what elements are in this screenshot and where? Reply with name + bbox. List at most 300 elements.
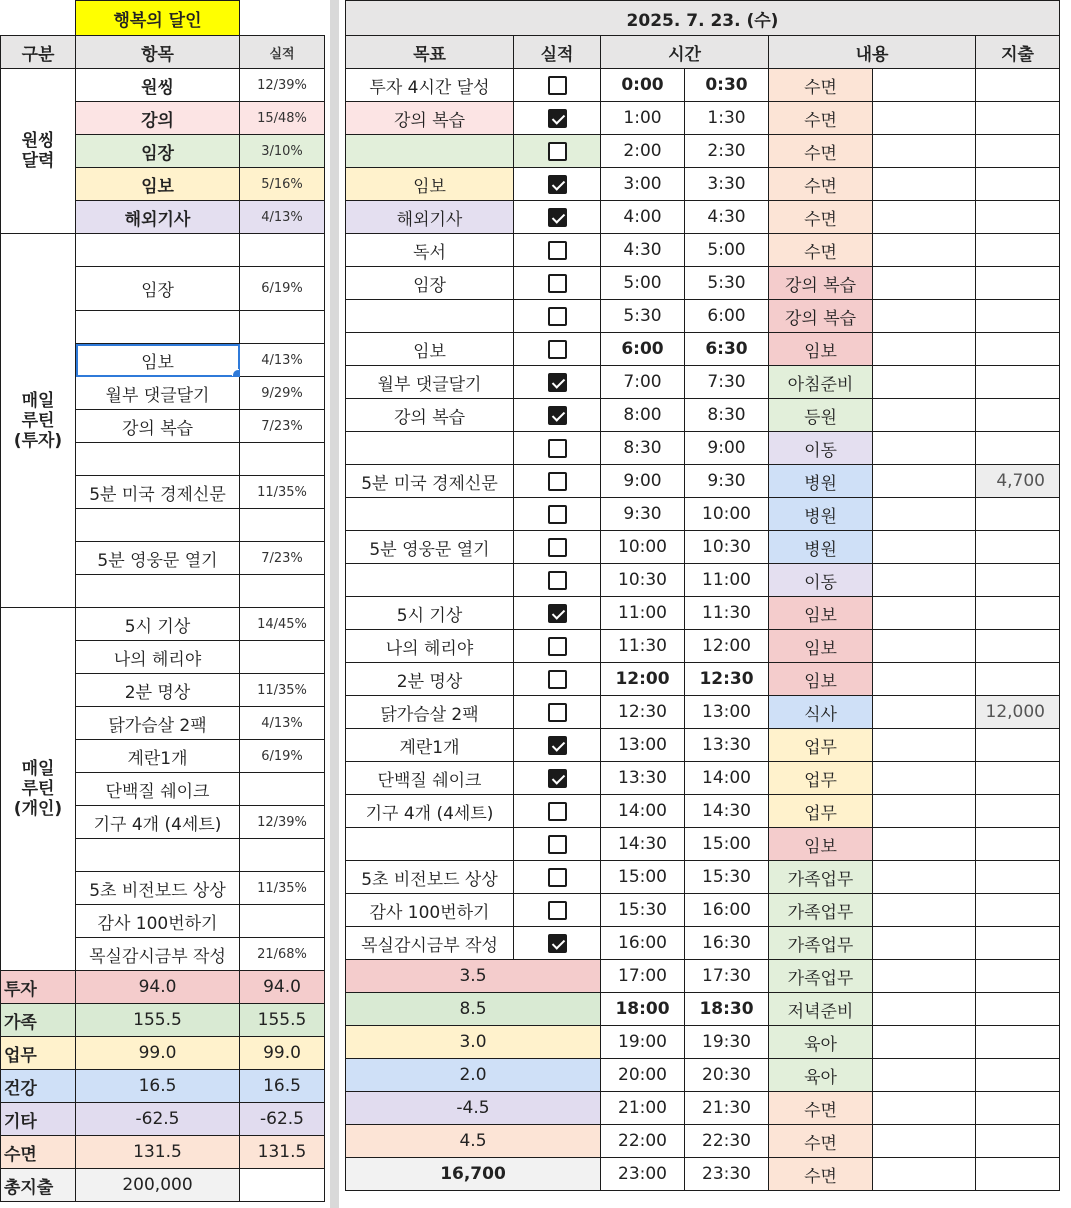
habit-result[interactable]: 6/19% [240,267,325,311]
habit-item[interactable] [76,443,240,476]
expense-cell[interactable] [976,630,1060,663]
time-end[interactable]: 14:00 [685,762,769,795]
header-goal[interactable]: 목표 [346,36,514,69]
habit-item[interactable]: 5초 비전보드 상상 [76,872,240,905]
goal-cell[interactable]: 투자 4시간 달성 [346,69,514,102]
checkbox-unchecked[interactable] [548,835,567,854]
checkbox-unchecked[interactable] [548,472,567,491]
time-end[interactable]: 7:30 [685,366,769,399]
expense-cell[interactable] [976,762,1060,795]
expense-cell[interactable] [976,993,1060,1026]
habit-result[interactable]: 12/39% [240,69,325,102]
time-start[interactable]: 0:00 [601,69,685,102]
checkbox-unchecked[interactable] [548,802,567,821]
summary-value[interactable]: 4.5 [346,1125,601,1158]
time-end[interactable]: 1:30 [685,102,769,135]
category-label[interactable]: 매일 루틴 (투자) [1,234,76,608]
time-start[interactable]: 8:00 [601,399,685,432]
activity-note[interactable] [873,630,976,663]
goal-cell[interactable]: 계란1개 [346,729,514,762]
activity-note[interactable] [873,168,976,201]
habit-item[interactable]: 2분 명상 [76,674,240,707]
time-end[interactable]: 10:30 [685,531,769,564]
habit-item[interactable]: 해외기사 [76,201,240,234]
habit-result[interactable]: 12/39% [240,806,325,839]
expense-cell[interactable] [976,135,1060,168]
summary-value[interactable]: -4.5 [346,1092,601,1125]
time-end[interactable]: 19:30 [685,1026,769,1059]
goal-cell[interactable]: 해외기사 [346,201,514,234]
header-category[interactable]: 구분 [1,36,76,69]
activity-note[interactable] [873,762,976,795]
expense-cell[interactable] [976,531,1060,564]
totals-label[interactable]: 기타 [1,1103,76,1136]
activity-note[interactable] [873,927,976,960]
totals-result[interactable]: 94.0 [240,971,325,1004]
goal-cell[interactable] [346,498,514,531]
time-start[interactable]: 20:00 [601,1059,685,1092]
activity-note[interactable] [873,1092,976,1125]
time-start[interactable]: 5:30 [601,300,685,333]
goal-cell[interactable]: 감사 100번하기 [346,894,514,927]
time-end[interactable]: 13:00 [685,696,769,729]
activity-note[interactable] [873,828,976,861]
goal-cell[interactable]: 목실감시금부 작성 [346,927,514,960]
header-result[interactable]: 실적 [240,36,325,69]
summary-value[interactable]: 3.5 [346,960,601,993]
expense-cell[interactable] [976,894,1060,927]
time-start[interactable]: 10:30 [601,564,685,597]
time-start[interactable]: 23:00 [601,1158,685,1191]
fill-handle[interactable] [232,369,240,377]
time-start[interactable]: 1:00 [601,102,685,135]
habit-result[interactable] [240,641,325,674]
checkbox-unchecked[interactable] [548,340,567,359]
habit-item[interactable]: 월부 댓글달기 [76,377,240,410]
habit-item[interactable]: 기구 4개 (4세트) [76,806,240,839]
habit-item[interactable]: 강의 복습 [76,410,240,443]
time-start[interactable]: 18:00 [601,993,685,1026]
habit-result[interactable] [240,443,325,476]
activity-content[interactable]: 임보 [769,333,873,366]
expense-cell[interactable] [976,69,1060,102]
done-cell[interactable] [514,168,601,201]
time-start[interactable]: 3:00 [601,168,685,201]
checkbox-checked[interactable] [548,406,567,425]
activity-note[interactable] [873,399,976,432]
habit-result[interactable]: 4/13% [240,344,325,377]
time-end[interactable]: 18:30 [685,993,769,1026]
totals-label[interactable]: 투자 [1,971,76,1004]
habit-result[interactable]: 4/13% [240,707,325,740]
activity-note[interactable] [873,267,976,300]
done-cell[interactable] [514,465,601,498]
done-cell[interactable] [514,795,601,828]
habit-item[interactable]: 단백질 쉐이크 [76,773,240,806]
done-cell[interactable] [514,201,601,234]
done-cell[interactable] [514,366,601,399]
done-cell[interactable] [514,69,601,102]
habit-result[interactable]: 7/23% [240,410,325,443]
activity-note[interactable] [873,795,976,828]
activity-content[interactable]: 업무 [769,729,873,762]
habit-result[interactable]: 9/29% [240,377,325,410]
habit-item[interactable] [76,839,240,872]
activity-note[interactable] [873,1059,976,1092]
habit-result[interactable] [240,234,325,267]
time-end[interactable]: 15:00 [685,828,769,861]
time-start[interactable]: 19:00 [601,1026,685,1059]
header-done[interactable]: 실적 [514,36,601,69]
habit-item[interactable]: 감사 100번하기 [76,905,240,938]
totals-result[interactable]: -62.5 [240,1103,325,1136]
habit-result[interactable] [240,773,325,806]
activity-content[interactable]: 수면 [769,1158,873,1191]
time-end[interactable]: 6:00 [685,300,769,333]
totals-result[interactable]: 131.5 [240,1136,325,1169]
time-start[interactable]: 8:30 [601,432,685,465]
habit-item[interactable]: 닭가슴살 2팩 [76,707,240,740]
time-start[interactable]: 17:00 [601,960,685,993]
totals-result[interactable]: 99.0 [240,1037,325,1070]
activity-note[interactable] [873,333,976,366]
goal-cell[interactable]: 임보 [346,168,514,201]
checkbox-unchecked[interactable] [548,637,567,656]
activity-content[interactable]: 병원 [769,465,873,498]
activity-note[interactable] [873,960,976,993]
activity-note[interactable] [873,201,976,234]
totals-value[interactable]: 94.0 [76,971,240,1004]
checkbox-checked[interactable] [548,769,567,788]
activity-note[interactable] [873,498,976,531]
habit-result[interactable]: 11/35% [240,674,325,707]
habit-result[interactable]: 15/48% [240,102,325,135]
time-start[interactable]: 2:00 [601,135,685,168]
time-start[interactable]: 13:00 [601,729,685,762]
totals-label[interactable]: 총지출 [1,1169,76,1202]
checkbox-unchecked[interactable] [548,901,567,920]
expense-cell[interactable] [976,366,1060,399]
checkbox-unchecked[interactable] [548,76,567,95]
activity-note[interactable] [873,300,976,333]
time-end[interactable]: 17:30 [685,960,769,993]
habit-item[interactable] [76,509,240,542]
goal-cell[interactable]: 월부 댓글달기 [346,366,514,399]
done-cell[interactable] [514,102,601,135]
checkbox-unchecked[interactable] [548,307,567,326]
panel-title[interactable]: 행복의 달인 [76,1,240,36]
totals-label[interactable]: 업무 [1,1037,76,1070]
done-cell[interactable] [514,564,601,597]
done-cell[interactable] [514,696,601,729]
habit-result[interactable]: 5/16% [240,168,325,201]
category-label[interactable]: 원씽 달력 [1,69,76,234]
activity-content[interactable]: 가족업무 [769,861,873,894]
activity-content[interactable]: 가족업무 [769,960,873,993]
time-start[interactable]: 9:30 [601,498,685,531]
goal-cell[interactable]: 임보 [346,333,514,366]
checkbox-checked[interactable] [548,604,567,623]
time-start[interactable]: 14:00 [601,795,685,828]
time-end[interactable]: 10:00 [685,498,769,531]
goal-cell[interactable] [346,432,514,465]
checkbox-unchecked[interactable] [548,439,567,458]
date-title[interactable]: 2025. 7. 23. (수) [346,1,1060,36]
activity-content[interactable]: 육아 [769,1026,873,1059]
activity-content[interactable]: 수면 [769,69,873,102]
checkbox-checked[interactable] [548,373,567,392]
activity-content[interactable]: 수면 [769,102,873,135]
activity-content[interactable]: 병원 [769,531,873,564]
time-end[interactable]: 5:30 [685,267,769,300]
expense-cell[interactable] [976,432,1060,465]
time-end[interactable]: 9:30 [685,465,769,498]
activity-note[interactable] [873,564,976,597]
goal-cell[interactable] [346,300,514,333]
activity-note[interactable] [873,729,976,762]
time-end[interactable]: 22:30 [685,1125,769,1158]
summary-value[interactable]: 3.0 [346,1026,601,1059]
expense-cell[interactable] [976,795,1060,828]
activity-content[interactable]: 수면 [769,234,873,267]
goal-cell[interactable]: 독서 [346,234,514,267]
time-end[interactable]: 14:30 [685,795,769,828]
habit-result[interactable]: 21/68% [240,938,325,971]
habit-result[interactable]: 7/23% [240,542,325,575]
expense-cell[interactable] [976,1158,1060,1191]
goal-cell[interactable] [346,828,514,861]
category-label[interactable]: 매일 루틴 (개인) [1,608,76,971]
activity-note[interactable] [873,531,976,564]
time-end[interactable]: 12:30 [685,663,769,696]
totals-label[interactable]: 건강 [1,1070,76,1103]
done-cell[interactable] [514,300,601,333]
done-cell[interactable] [514,267,601,300]
done-cell[interactable] [514,597,601,630]
totals-result[interactable]: 155.5 [240,1004,325,1037]
summary-value[interactable]: 8.5 [346,993,601,1026]
activity-content[interactable]: 등원 [769,399,873,432]
totals-result[interactable]: 16.5 [240,1070,325,1103]
activity-content[interactable]: 업무 [769,795,873,828]
time-end[interactable]: 16:30 [685,927,769,960]
habit-result[interactable] [240,311,325,344]
habit-item[interactable]: 계란1개 [76,740,240,773]
time-start[interactable]: 9:00 [601,465,685,498]
activity-content[interactable]: 수면 [769,1092,873,1125]
habit-result[interactable]: 6/19% [240,740,325,773]
totals-value[interactable]: 155.5 [76,1004,240,1037]
time-start[interactable]: 22:00 [601,1125,685,1158]
expense-cell[interactable] [976,927,1060,960]
goal-cell[interactable]: 5초 비전보드 상상 [346,861,514,894]
time-end[interactable]: 12:00 [685,630,769,663]
checkbox-unchecked[interactable] [548,868,567,887]
habit-item[interactable]: 원씽 [76,69,240,102]
activity-content[interactable]: 수면 [769,1125,873,1158]
activity-content[interactable]: 임보 [769,828,873,861]
activity-content[interactable]: 강의 복습 [769,267,873,300]
activity-content[interactable]: 아침준비 [769,366,873,399]
time-start[interactable]: 6:00 [601,333,685,366]
done-cell[interactable] [514,498,601,531]
expense-cell[interactable]: 4,700 [976,465,1060,498]
done-cell[interactable] [514,531,601,564]
habit-item[interactable] [76,234,240,267]
activity-content[interactable]: 이동 [769,432,873,465]
habit-result[interactable] [240,509,325,542]
checkbox-unchecked[interactable] [548,670,567,689]
habit-result[interactable] [240,575,325,608]
habit-item[interactable] [76,311,240,344]
goal-cell[interactable]: 5시 기상 [346,597,514,630]
activity-note[interactable] [873,69,976,102]
time-start[interactable]: 21:00 [601,1092,685,1125]
activity-note[interactable] [873,1125,976,1158]
activity-content[interactable]: 식사 [769,696,873,729]
habit-item[interactable]: 5시 기상 [76,608,240,641]
checkbox-unchecked[interactable] [548,142,567,161]
habit-item[interactable]: 5분 영웅문 열기 [76,542,240,575]
habit-item[interactable]: 목실감시금부 작성 [76,938,240,971]
time-start[interactable]: 11:30 [601,630,685,663]
time-start[interactable]: 10:00 [601,531,685,564]
done-cell[interactable] [514,861,601,894]
activity-content[interactable]: 임보 [769,597,873,630]
totals-result[interactable] [240,1169,325,1202]
goal-cell[interactable]: 강의 복습 [346,399,514,432]
time-end[interactable]: 2:30 [685,135,769,168]
activity-note[interactable] [873,597,976,630]
checkbox-unchecked[interactable] [548,538,567,557]
checkbox-unchecked[interactable] [548,274,567,293]
done-cell[interactable] [514,663,601,696]
goal-cell[interactable]: 기구 4개 (4세트) [346,795,514,828]
goal-cell[interactable]: 나의 헤리야 [346,630,514,663]
time-start[interactable]: 11:00 [601,597,685,630]
expense-cell[interactable] [976,861,1060,894]
expense-cell[interactable] [976,828,1060,861]
activity-content[interactable]: 병원 [769,498,873,531]
done-cell[interactable] [514,630,601,663]
checkbox-checked[interactable] [548,934,567,953]
habit-result[interactable]: 11/35% [240,872,325,905]
activity-content[interactable]: 수면 [769,201,873,234]
done-cell[interactable] [514,432,601,465]
activity-note[interactable] [873,432,976,465]
activity-content[interactable]: 강의 복습 [769,300,873,333]
totals-value[interactable]: 131.5 [76,1136,240,1169]
activity-content[interactable]: 업무 [769,762,873,795]
checkbox-unchecked[interactable] [548,505,567,524]
time-end[interactable]: 8:30 [685,399,769,432]
checkbox-checked[interactable] [548,109,567,128]
goal-cell[interactable]: 닭가슴살 2팩 [346,696,514,729]
habit-result[interactable]: 3/10% [240,135,325,168]
done-cell[interactable] [514,234,601,267]
activity-content[interactable]: 수면 [769,135,873,168]
checkbox-checked[interactable] [548,208,567,227]
expense-cell[interactable] [976,729,1060,762]
done-cell[interactable] [514,729,601,762]
time-start[interactable]: 5:00 [601,267,685,300]
header-expense[interactable]: 지출 [976,36,1060,69]
header-item[interactable]: 항목 [76,36,240,69]
totals-label[interactable]: 수면 [1,1136,76,1169]
time-start[interactable]: 12:30 [601,696,685,729]
activity-note[interactable] [873,993,976,1026]
activity-content[interactable]: 임보 [769,663,873,696]
summary-value[interactable]: 2.0 [346,1059,601,1092]
habit-item[interactable] [76,344,240,377]
habit-item[interactable]: 나의 헤리야 [76,641,240,674]
totals-label[interactable]: 가족 [1,1004,76,1037]
done-cell[interactable] [514,894,601,927]
activity-note[interactable] [873,366,976,399]
activity-content[interactable]: 이동 [769,564,873,597]
time-end[interactable]: 16:00 [685,894,769,927]
activity-content[interactable]: 저녁준비 [769,993,873,1026]
done-cell[interactable] [514,762,601,795]
expense-cell[interactable] [976,333,1060,366]
expense-cell[interactable] [976,1059,1060,1092]
time-end[interactable]: 9:00 [685,432,769,465]
activity-note[interactable] [873,234,976,267]
summary-value[interactable]: 16,700 [346,1158,601,1191]
goal-cell[interactable]: 5분 미국 경제신문 [346,465,514,498]
checkbox-checked[interactable] [548,736,567,755]
activity-note[interactable] [873,663,976,696]
activity-note[interactable] [873,135,976,168]
time-end[interactable]: 5:00 [685,234,769,267]
time-end[interactable]: 21:30 [685,1092,769,1125]
time-end[interactable]: 0:30 [685,69,769,102]
totals-value[interactable]: 16.5 [76,1070,240,1103]
time-start[interactable]: 12:00 [601,663,685,696]
done-cell[interactable] [514,333,601,366]
expense-cell[interactable] [976,1026,1060,1059]
time-start[interactable]: 16:00 [601,927,685,960]
expense-cell[interactable] [976,960,1060,993]
expense-cell[interactable] [976,1092,1060,1125]
activity-content[interactable]: 가족업무 [769,927,873,960]
goal-cell[interactable]: 단백질 쉐이크 [346,762,514,795]
activity-content[interactable]: 육아 [769,1059,873,1092]
activity-content[interactable]: 수면 [769,168,873,201]
activity-content[interactable]: 가족업무 [769,894,873,927]
habit-item[interactable]: 임장 [76,135,240,168]
activity-note[interactable] [873,465,976,498]
header-time[interactable]: 시간 [601,36,769,69]
time-end[interactable]: 23:30 [685,1158,769,1191]
done-cell[interactable] [514,399,601,432]
activity-note[interactable] [873,1026,976,1059]
expense-cell[interactable] [976,168,1060,201]
time-start[interactable]: 15:30 [601,894,685,927]
habit-result[interactable]: 11/35% [240,476,325,509]
activity-note[interactable] [873,102,976,135]
habit-result[interactable] [240,839,325,872]
habit-result[interactable]: 14/45% [240,608,325,641]
checkbox-unchecked[interactable] [548,571,567,590]
time-end[interactable]: 3:30 [685,168,769,201]
activity-note[interactable] [873,894,976,927]
goal-cell[interactable]: 강의 복습 [346,102,514,135]
goal-cell[interactable] [346,135,514,168]
goal-cell[interactable]: 2분 명상 [346,663,514,696]
time-end[interactable]: 11:30 [685,597,769,630]
time-start[interactable]: 13:30 [601,762,685,795]
